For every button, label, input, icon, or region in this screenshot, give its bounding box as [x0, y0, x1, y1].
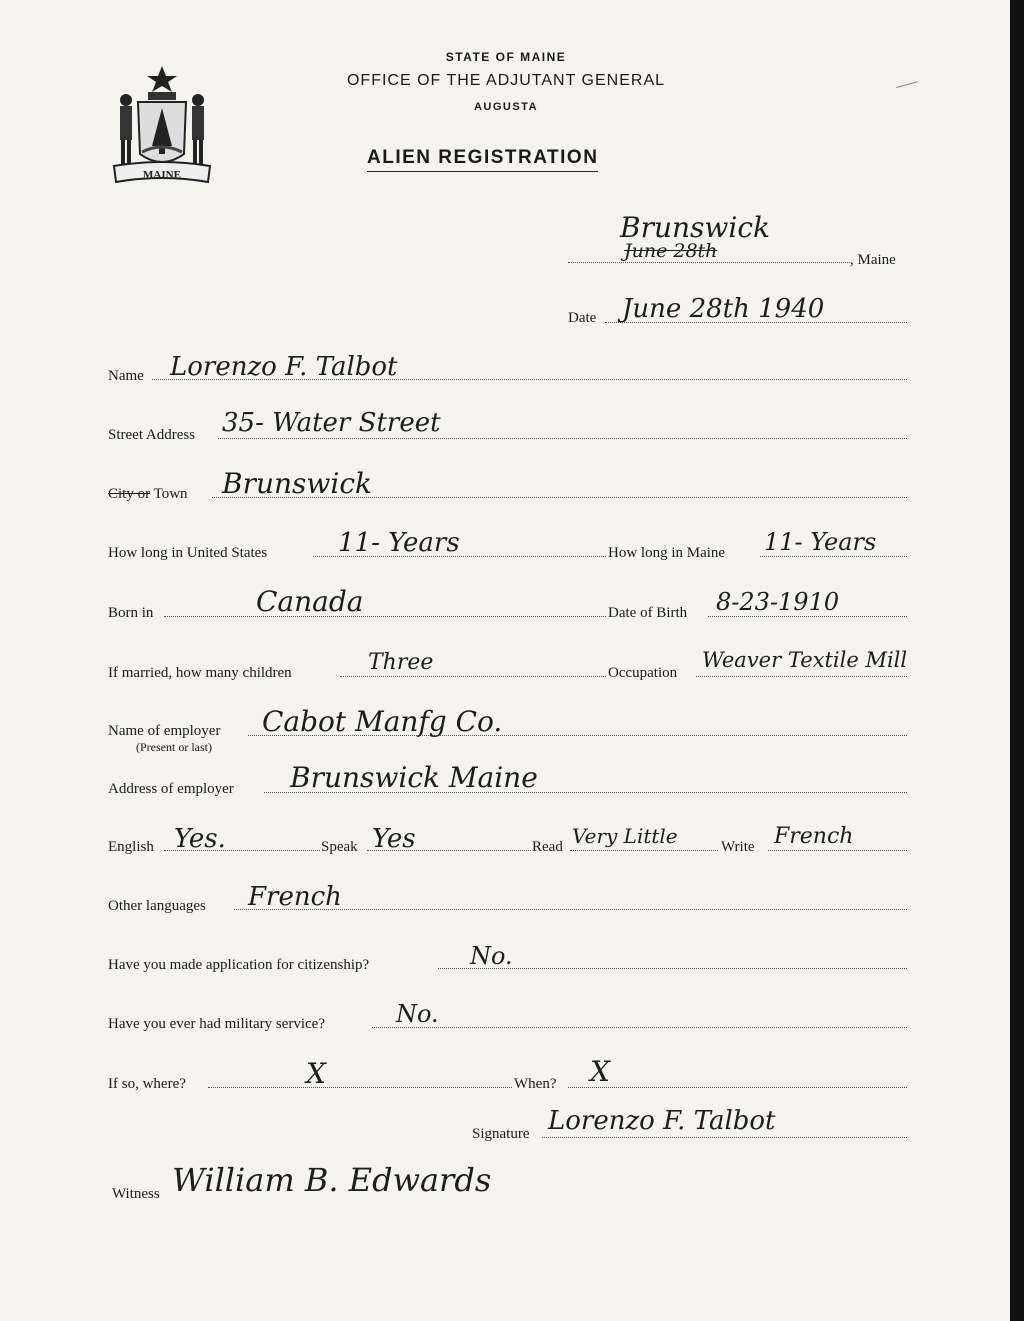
born-in-label: Born in [108, 605, 154, 621]
write-label: Write [721, 839, 755, 855]
place-struck-value: June 28th [624, 240, 718, 262]
occupation-value: Weaver Textile Mill [702, 648, 908, 672]
speak-value: Yes [372, 824, 416, 854]
other-languages-value: French [248, 882, 342, 912]
office-heading: OFFICE OF THE ADJUTANT GENERAL [346, 72, 666, 89]
military-value: No. [396, 1000, 439, 1028]
town-word: Town [153, 486, 188, 502]
state-heading: STATE OF MAINE [445, 50, 567, 64]
maine-duration-value: 11- Years [764, 528, 877, 556]
speak-label: Speak [321, 839, 358, 855]
seal-banner: MAINE [143, 169, 181, 181]
employer-address-label: Address of employer [108, 781, 234, 797]
citizenship-label: Have you made application for citizenship? [108, 957, 370, 973]
dob-label: Date of Birth [608, 605, 688, 621]
us-duration-label: How long in United States [108, 545, 268, 561]
street-label: Street Address [108, 427, 196, 443]
military-label: Have you ever had military service? [108, 1016, 325, 1032]
employer-label: Name of employer [108, 723, 221, 739]
employer-value: Cabot Manfg Co. [262, 705, 503, 738]
children-label: If married, how many children [108, 665, 292, 681]
date-label: Date [568, 310, 597, 326]
other-languages-label: Other languages [108, 898, 206, 914]
occupation-label: Occupation [608, 665, 678, 681]
english-value: Yes. [174, 824, 226, 854]
scan-edge [1010, 0, 1024, 1321]
dob-value: 8-23-1910 [716, 588, 840, 616]
children-value: Three [368, 650, 434, 675]
citizenship-value: No. [470, 942, 513, 970]
read-value: Very Little [572, 824, 678, 848]
us-duration-value: 11- Years [338, 528, 460, 558]
name-value: Lorenzo F. Talbot [170, 352, 398, 382]
witness-value: William B. Edwards [172, 1161, 492, 1199]
town-value: Brunswick [222, 467, 372, 500]
signature-label: Signature [472, 1126, 530, 1142]
name-label: Name [108, 368, 144, 384]
maine-duration-label: How long in Maine [608, 545, 726, 561]
signature-value: Lorenzo F. Talbot [548, 1106, 776, 1136]
when-label: When? [514, 1076, 557, 1092]
employer-sublabel: (Present or last) [136, 740, 212, 754]
born-in-value: Canada [256, 585, 364, 618]
write-value: French [774, 824, 854, 849]
where-label: If so, where? [108, 1076, 186, 1092]
witness-label: Witness [112, 1186, 160, 1202]
town-label [108, 486, 188, 503]
place-value: Brunswick [620, 211, 770, 244]
where-value: X [306, 1057, 326, 1090]
read-label: Read [532, 839, 563, 855]
when-value: X [590, 1055, 610, 1088]
city-or-label: City or [108, 486, 151, 502]
employer-address-value: Brunswick Maine [290, 761, 538, 794]
form-title: ALIEN REGISTRATION [367, 147, 598, 172]
street-value: 35- Water Street [222, 408, 441, 438]
english-label: English [108, 839, 154, 855]
city-heading: AUGUSTA [473, 101, 539, 113]
date-value: June 28th 1940 [622, 294, 825, 324]
place-suffix: , Maine [850, 252, 896, 268]
